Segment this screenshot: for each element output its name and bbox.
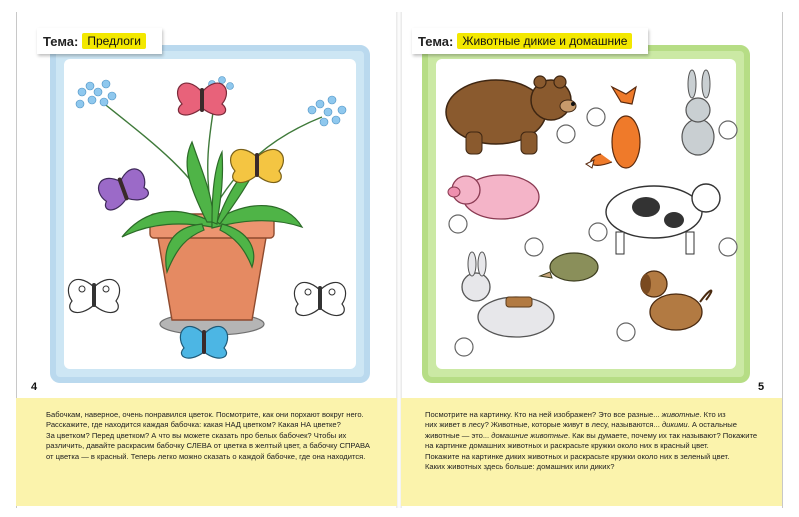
answer-circle-hedgehog <box>525 238 543 256</box>
red-butterfly <box>178 83 227 115</box>
forget-me-not-cluster-left <box>76 80 116 108</box>
answer-circle-pig <box>449 215 467 233</box>
text-line: Расскажите, где находится каждая бабочка: какая НАД цветком? Какая НА цветке? <box>46 420 341 430</box>
topic-title: Животные дикие и домашние <box>457 33 632 49</box>
fox <box>586 87 640 168</box>
right-topic-header <box>412 28 648 54</box>
answer-circle-fox <box>587 108 605 126</box>
donkey <box>462 252 554 337</box>
left-topic-header <box>37 28 162 54</box>
topic-label: Тема: <box>418 33 454 49</box>
answer-circle-hare <box>719 121 737 139</box>
answer-circle-cow-2 <box>719 238 737 256</box>
yellow-butterfly <box>231 149 284 182</box>
text-line: Посмотрите на картинку. Кто на ней изображен? Это все разные... животные. Кто из <box>425 410 726 419</box>
page-number: 4 <box>31 381 38 393</box>
text-line: на картинке домашних животных и раскрасьте кружки около них в красный цвет. <box>425 441 709 451</box>
answer-circle-bear <box>557 125 575 143</box>
bear <box>446 76 576 154</box>
topic-label: Тема: <box>43 33 79 49</box>
hare <box>682 70 714 155</box>
right-instructions <box>425 410 769 472</box>
white-butterfly-left <box>68 279 119 312</box>
left-instructions <box>46 410 382 462</box>
text-line: Каких животных здесь больше: домашних или диких? <box>425 462 615 472</box>
dog <box>641 271 711 330</box>
text-line: от цветка — в красный. Теперь легко можно сказать о каждой бабочке, где она находится. <box>46 451 366 461</box>
white-butterfly-right <box>294 282 345 315</box>
text-line: животные — это... домашние животные. Как вы думаете, почему их так называют? Покажите <box>425 430 758 440</box>
text-line: них живет в лесу? Животные, которые живут в лесу, называются... дикими. А остальные <box>425 420 737 430</box>
cow <box>606 184 720 254</box>
text-line: За цветком? Перед цветком? А что вы можете сказать про белых бабочек? Чтобы их <box>46 430 347 440</box>
page-number: 5 <box>758 381 765 393</box>
animals-illustration <box>436 62 746 372</box>
answer-circle-cow <box>589 223 607 241</box>
forget-me-not-cluster-right <box>308 96 346 126</box>
answer-circle-donkey <box>455 338 473 356</box>
topic-title: Предлоги <box>82 33 146 49</box>
text-line: Бабочкам, наверное, очень понравился цветок. Посмотрите, как они порхают вокруг него. <box>46 410 364 419</box>
flower-pot-illustration <box>62 62 362 372</box>
text-line: различить, давайте раскрасим бабочку СЛЕВА от цветка в желтый цвет, а бабочку СПРАВА <box>46 441 370 451</box>
flower-pot <box>150 214 274 335</box>
blue-butterfly <box>180 326 227 358</box>
hedgehog <box>540 253 598 281</box>
purple-butterfly <box>96 166 151 212</box>
text-line: Покажите на картинке диких животных и раскрасьте кружки около них в зеленый цвет. <box>425 451 730 461</box>
answer-circle-dog <box>617 323 635 341</box>
pig <box>448 175 539 219</box>
